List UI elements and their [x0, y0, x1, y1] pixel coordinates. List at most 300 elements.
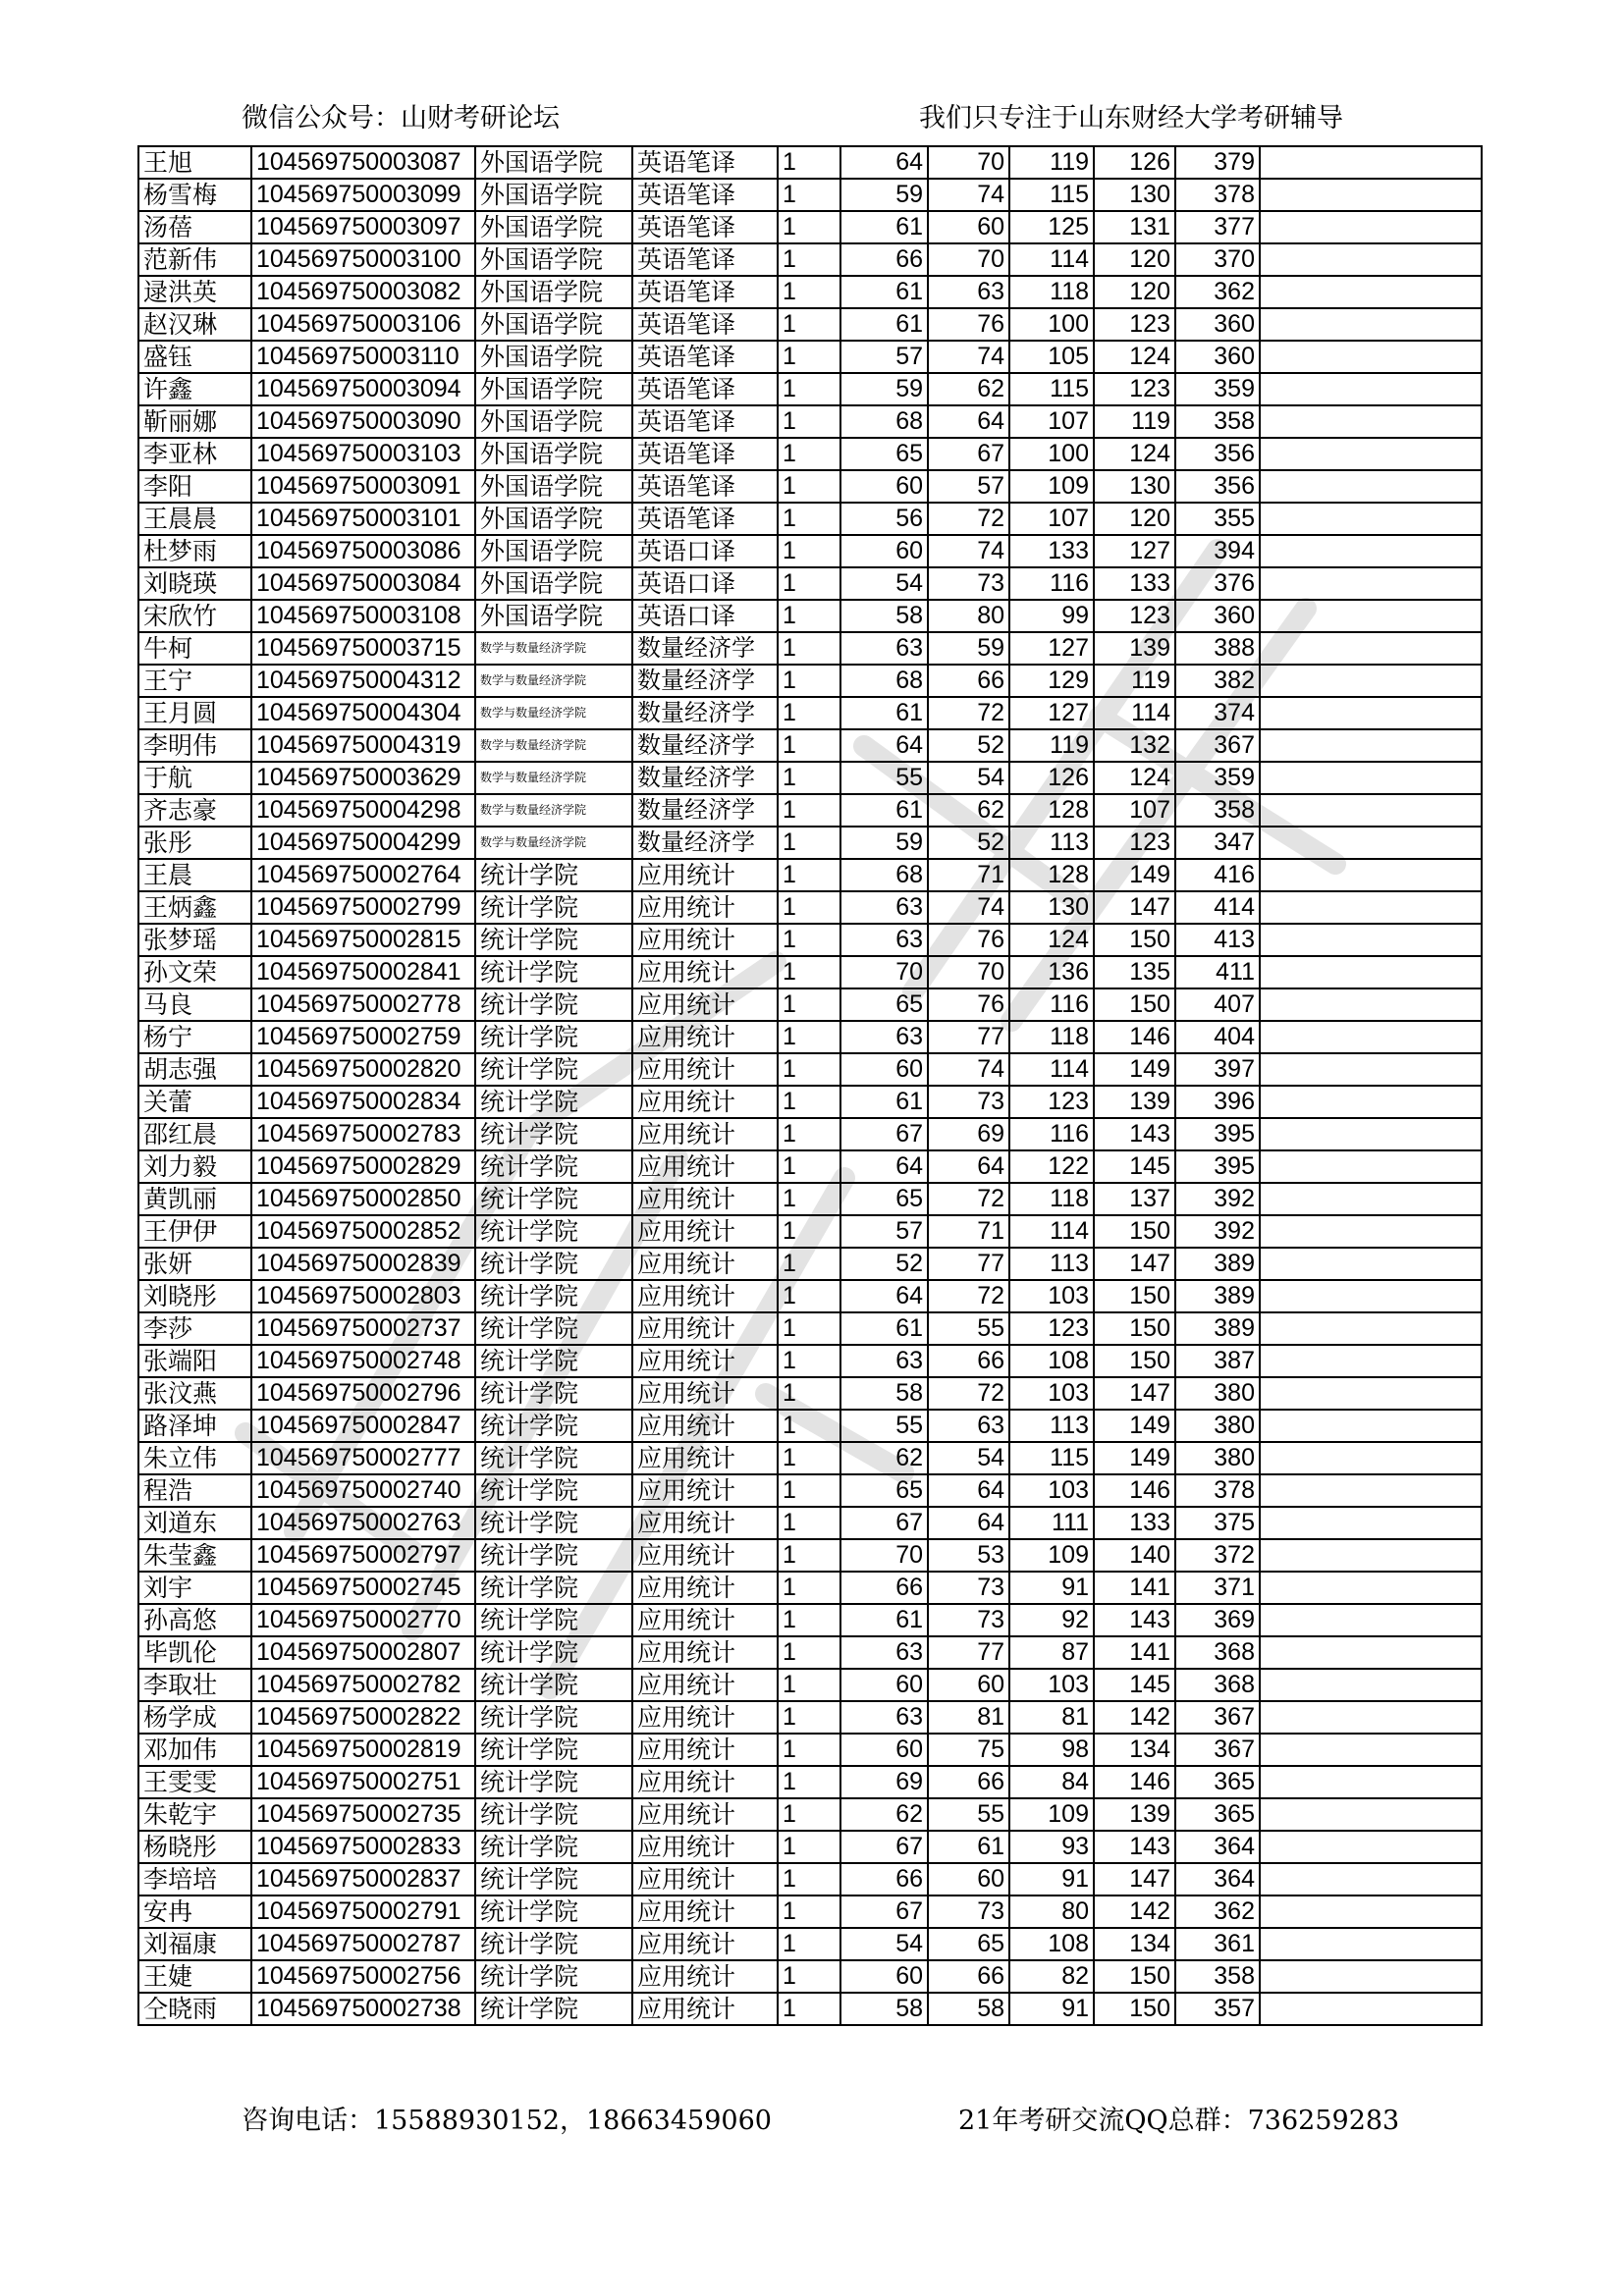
cell-english-score: 72	[928, 1280, 1009, 1312]
cell-type: 1	[778, 470, 840, 503]
cell-type: 1	[778, 1410, 840, 1442]
table-row	[138, 1766, 1482, 1798]
cell-politics-score: 63	[840, 632, 928, 665]
cell-major: 英语笔译	[632, 308, 778, 341]
cell-id: 104569750003103	[251, 438, 475, 470]
cell-type: 1	[778, 1118, 840, 1150]
cell-subject2-score: 119	[1094, 405, 1175, 438]
cell-politics-score: 63	[840, 924, 928, 956]
table-row	[138, 243, 1482, 276]
table-row	[138, 762, 1482, 794]
cell-politics-score: 67	[840, 1831, 928, 1863]
cell-total-score: 360	[1175, 308, 1260, 341]
cell-politics-score: 67	[840, 1118, 928, 1150]
cell-subject2-score: 135	[1094, 956, 1175, 988]
cell-total-score: 396	[1175, 1086, 1260, 1118]
cell-remark	[1260, 1572, 1482, 1604]
table-row	[138, 1377, 1482, 1410]
cell-school: 外国语学院	[475, 308, 632, 341]
cell-subject2-score: 150	[1094, 924, 1175, 956]
cell-school: 外国语学院	[475, 211, 632, 243]
cell-politics-score: 62	[840, 1442, 928, 1474]
cell-major: 应用统计	[632, 1053, 778, 1086]
cell-name: 朱立伟	[138, 1442, 251, 1474]
cell-english-score: 64	[928, 1474, 1009, 1507]
cell-subject1-score: 115	[1009, 1442, 1094, 1474]
cell-major: 英语笔译	[632, 146, 778, 179]
cell-subject2-score: 150	[1094, 1345, 1175, 1377]
cell-remark	[1260, 665, 1482, 697]
cell-total-score: 367	[1175, 1734, 1260, 1766]
footer-qq-group: 21年考研交流QQ总群：736259283	[958, 2106, 1400, 2136]
cell-type: 1	[778, 1572, 840, 1604]
cell-name: 仝晓雨	[138, 1993, 251, 2025]
cell-total-score: 387	[1175, 1345, 1260, 1377]
cell-english-score: 59	[928, 632, 1009, 665]
cell-total-score: 362	[1175, 1896, 1260, 1928]
cell-total-score: 358	[1175, 794, 1260, 827]
cell-school: 统计学院	[475, 891, 632, 924]
cell-name: 胡志强	[138, 1053, 251, 1086]
header-slogan: 我们只专注于山东财经大学考研辅导	[919, 103, 1343, 133]
cell-subject1-score: 126	[1009, 762, 1094, 794]
cell-id: 104569750003629	[251, 762, 475, 794]
cell-total-score: 364	[1175, 1831, 1260, 1863]
cell-type: 1	[778, 1993, 840, 2025]
cell-politics-score: 54	[840, 567, 928, 600]
cell-name: 王伊伊	[138, 1215, 251, 1248]
cell-type: 1	[778, 1896, 840, 1928]
cell-school: 数学与数量经济学院	[475, 697, 632, 729]
cell-subject1-score: 99	[1009, 600, 1094, 632]
cell-subject2-score: 150	[1094, 1215, 1175, 1248]
cell-subject2-score: 147	[1094, 1863, 1175, 1896]
cell-remark	[1260, 956, 1482, 988]
cell-politics-score: 61	[840, 211, 928, 243]
cell-id: 104569750002852	[251, 1215, 475, 1248]
cell-remark	[1260, 535, 1482, 567]
cell-subject1-score: 129	[1009, 665, 1094, 697]
cell-subject1-score: 133	[1009, 535, 1094, 567]
cell-school: 统计学院	[475, 1150, 632, 1183]
table-row	[138, 1896, 1482, 1928]
cell-type: 1	[778, 1636, 840, 1669]
cell-name: 刘晓彤	[138, 1280, 251, 1312]
cell-remark	[1260, 1539, 1482, 1572]
cell-remark	[1260, 697, 1482, 729]
cell-subject1-score: 119	[1009, 146, 1094, 179]
cell-subject1-score: 115	[1009, 179, 1094, 211]
cell-type: 1	[778, 1474, 840, 1507]
cell-total-score: 362	[1175, 276, 1260, 308]
cell-id: 104569750002796	[251, 1377, 475, 1410]
cell-id: 104569750003097	[251, 211, 475, 243]
cell-type: 1	[778, 827, 840, 859]
cell-id: 104569750002740	[251, 1474, 475, 1507]
cell-remark	[1260, 1053, 1482, 1086]
cell-remark	[1260, 1442, 1482, 1474]
cell-major: 应用统计	[632, 1280, 778, 1312]
cell-politics-score: 59	[840, 179, 928, 211]
table-row	[138, 988, 1482, 1021]
cell-subject1-score: 113	[1009, 1248, 1094, 1280]
cell-major: 数量经济学	[632, 729, 778, 762]
cell-school: 外国语学院	[475, 146, 632, 179]
cell-type: 1	[778, 1053, 840, 1086]
cell-english-score: 73	[928, 1604, 1009, 1636]
table-row	[138, 1280, 1482, 1312]
cell-total-score: 407	[1175, 988, 1260, 1021]
cell-name: 王婕	[138, 1960, 251, 1993]
cell-subject2-score: 120	[1094, 503, 1175, 535]
cell-subject1-score: 91	[1009, 1863, 1094, 1896]
cell-total-score: 359	[1175, 762, 1260, 794]
cell-remark	[1260, 1150, 1482, 1183]
cell-type: 1	[778, 1150, 840, 1183]
cell-type: 1	[778, 438, 840, 470]
cell-english-score: 63	[928, 1410, 1009, 1442]
cell-subject1-score: 103	[1009, 1377, 1094, 1410]
cell-subject2-score: 123	[1094, 827, 1175, 859]
cell-name: 刘力毅	[138, 1150, 251, 1183]
cell-type: 1	[778, 1183, 840, 1215]
cell-major: 应用统计	[632, 1734, 778, 1766]
cell-remark	[1260, 1701, 1482, 1734]
table-row	[138, 1831, 1482, 1863]
cell-total-score: 392	[1175, 1215, 1260, 1248]
cell-id: 104569750004312	[251, 665, 475, 697]
cell-major: 应用统计	[632, 1150, 778, 1183]
cell-type: 1	[778, 503, 840, 535]
table-row	[138, 1507, 1482, 1539]
cell-english-score: 52	[928, 729, 1009, 762]
cell-english-score: 64	[928, 405, 1009, 438]
cell-major: 英语笔译	[632, 405, 778, 438]
cell-english-score: 54	[928, 762, 1009, 794]
cell-type: 1	[778, 179, 840, 211]
table-row	[138, 535, 1482, 567]
cell-id: 104569750002803	[251, 1280, 475, 1312]
table-row	[138, 1539, 1482, 1572]
cell-school: 数学与数量经济学院	[475, 665, 632, 697]
cell-total-score: 404	[1175, 1021, 1260, 1053]
cell-subject2-score: 147	[1094, 1377, 1175, 1410]
cell-name: 杨宁	[138, 1021, 251, 1053]
cell-id: 104569750003099	[251, 179, 475, 211]
cell-id: 104569750002770	[251, 1604, 475, 1636]
cell-total-score: 355	[1175, 503, 1260, 535]
table-row	[138, 1150, 1482, 1183]
cell-english-score: 60	[928, 211, 1009, 243]
cell-major: 英语笔译	[632, 243, 778, 276]
cell-remark	[1260, 470, 1482, 503]
table-row	[138, 1118, 1482, 1150]
cell-subject2-score: 140	[1094, 1539, 1175, 1572]
cell-name: 刘福康	[138, 1928, 251, 1960]
cell-politics-score: 61	[840, 794, 928, 827]
cell-major: 应用统计	[632, 1086, 778, 1118]
cell-subject2-score: 123	[1094, 373, 1175, 405]
cell-name: 毕凯伦	[138, 1636, 251, 1669]
cell-subject2-score: 139	[1094, 1798, 1175, 1831]
cell-id: 104569750003084	[251, 567, 475, 600]
cell-school: 统计学院	[475, 1474, 632, 1507]
cell-school: 统计学院	[475, 1280, 632, 1312]
cell-politics-score: 68	[840, 859, 928, 891]
cell-subject2-score: 119	[1094, 665, 1175, 697]
cell-name: 李明伟	[138, 729, 251, 762]
cell-major: 应用统计	[632, 1021, 778, 1053]
cell-total-score: 371	[1175, 1572, 1260, 1604]
cell-school: 统计学院	[475, 1928, 632, 1960]
footer-phone: 咨询电话：15588930152，18663459060	[242, 2106, 772, 2136]
cell-name: 朱乾宇	[138, 1798, 251, 1831]
cell-id: 104569750002822	[251, 1701, 475, 1734]
table-row	[138, 794, 1482, 827]
cell-english-score: 66	[928, 665, 1009, 697]
cell-total-score: 395	[1175, 1150, 1260, 1183]
cell-major: 英语笔译	[632, 341, 778, 373]
cell-type: 1	[778, 1669, 840, 1701]
cell-remark	[1260, 243, 1482, 276]
cell-major: 英语笔译	[632, 503, 778, 535]
cell-remark	[1260, 1766, 1482, 1798]
cell-major: 应用统计	[632, 1183, 778, 1215]
cell-name: 马良	[138, 988, 251, 1021]
cell-total-score: 358	[1175, 1960, 1260, 1993]
table-row	[138, 1993, 1482, 2025]
cell-english-score: 69	[928, 1118, 1009, 1150]
cell-major: 数量经济学	[632, 665, 778, 697]
cell-total-score: 397	[1175, 1053, 1260, 1086]
cell-id: 104569750002820	[251, 1053, 475, 1086]
table-row	[138, 891, 1482, 924]
cell-remark	[1260, 1896, 1482, 1928]
cell-id: 104569750002763	[251, 1507, 475, 1539]
cell-politics-score: 55	[840, 762, 928, 794]
cell-total-score: 380	[1175, 1377, 1260, 1410]
table-row	[138, 1215, 1482, 1248]
cell-type: 1	[778, 1442, 840, 1474]
cell-type: 1	[778, 341, 840, 373]
cell-type: 1	[778, 1312, 840, 1345]
cell-subject1-score: 98	[1009, 1734, 1094, 1766]
cell-politics-score: 64	[840, 146, 928, 179]
cell-school: 统计学院	[475, 859, 632, 891]
cell-major: 应用统计	[632, 1539, 778, 1572]
cell-politics-score: 61	[840, 1604, 928, 1636]
cell-id: 104569750002782	[251, 1669, 475, 1701]
cell-subject2-score: 142	[1094, 1896, 1175, 1928]
cell-english-score: 65	[928, 1928, 1009, 1960]
cell-type: 1	[778, 1734, 840, 1766]
cell-school: 统计学院	[475, 1701, 632, 1734]
cell-id: 104569750002777	[251, 1442, 475, 1474]
cell-subject1-score: 109	[1009, 470, 1094, 503]
table-row	[138, 1183, 1482, 1215]
cell-type: 1	[778, 146, 840, 179]
table-row	[138, 665, 1482, 697]
cell-english-score: 57	[928, 470, 1009, 503]
cell-remark	[1260, 827, 1482, 859]
cell-name: 朱莹鑫	[138, 1539, 251, 1572]
table-row	[138, 373, 1482, 405]
cell-total-score: 368	[1175, 1636, 1260, 1669]
table-row	[138, 211, 1482, 243]
table-row	[138, 1604, 1482, 1636]
cell-name: 黄凯丽	[138, 1183, 251, 1215]
cell-remark	[1260, 1604, 1482, 1636]
cell-major: 应用统计	[632, 1863, 778, 1896]
cell-school: 外国语学院	[475, 567, 632, 600]
cell-remark	[1260, 179, 1482, 211]
cell-id: 104569750003086	[251, 535, 475, 567]
cell-major: 应用统计	[632, 1312, 778, 1345]
cell-major: 数量经济学	[632, 794, 778, 827]
table-row	[138, 1053, 1482, 1086]
cell-subject1-score: 116	[1009, 567, 1094, 600]
cell-id: 104569750004319	[251, 729, 475, 762]
cell-politics-score: 69	[840, 1766, 928, 1798]
cell-english-score: 63	[928, 276, 1009, 308]
cell-subject2-score: 132	[1094, 729, 1175, 762]
cell-remark	[1260, 1248, 1482, 1280]
cell-english-score: 81	[928, 1701, 1009, 1734]
cell-subject1-score: 91	[1009, 1993, 1094, 2025]
cell-english-score: 76	[928, 988, 1009, 1021]
cell-english-score: 73	[928, 1896, 1009, 1928]
cell-total-score: 375	[1175, 1507, 1260, 1539]
cell-total-score: 372	[1175, 1539, 1260, 1572]
cell-subject1-score: 108	[1009, 1928, 1094, 1960]
cell-politics-score: 66	[840, 1572, 928, 1604]
cell-english-score: 66	[928, 1766, 1009, 1798]
cell-id: 104569750003091	[251, 470, 475, 503]
cell-english-score: 74	[928, 891, 1009, 924]
cell-remark	[1260, 762, 1482, 794]
cell-subject1-score: 130	[1009, 891, 1094, 924]
cell-major: 应用统计	[632, 1669, 778, 1701]
cell-subject1-score: 111	[1009, 1507, 1094, 1539]
cell-major: 数量经济学	[632, 697, 778, 729]
cell-subject1-score: 103	[1009, 1669, 1094, 1701]
cell-politics-score: 58	[840, 600, 928, 632]
cell-school: 外国语学院	[475, 179, 632, 211]
cell-english-score: 70	[928, 146, 1009, 179]
cell-subject1-score: 103	[1009, 1280, 1094, 1312]
cell-name: 杨雪梅	[138, 179, 251, 211]
table-row	[138, 1928, 1482, 1960]
cell-total-score: 370	[1175, 243, 1260, 276]
cell-name: 刘晓瑛	[138, 567, 251, 600]
cell-type: 1	[778, 956, 840, 988]
cell-remark	[1260, 1312, 1482, 1345]
cell-total-score: 357	[1175, 1993, 1260, 2025]
cell-total-score: 382	[1175, 665, 1260, 697]
cell-subject2-score: 120	[1094, 276, 1175, 308]
table-row	[138, 341, 1482, 373]
cell-subject2-score: 149	[1094, 1053, 1175, 1086]
cell-subject2-score: 146	[1094, 1021, 1175, 1053]
cell-english-score: 74	[928, 535, 1009, 567]
cell-subject2-score: 141	[1094, 1636, 1175, 1669]
cell-major: 英语笔译	[632, 438, 778, 470]
cell-school: 统计学院	[475, 1086, 632, 1118]
score-table	[137, 145, 1483, 2026]
cell-english-score: 70	[928, 956, 1009, 988]
cell-school: 统计学院	[475, 988, 632, 1021]
cell-total-score: 378	[1175, 179, 1260, 211]
cell-english-score: 73	[928, 1086, 1009, 1118]
cell-politics-score: 70	[840, 956, 928, 988]
cell-name: 邓加伟	[138, 1734, 251, 1766]
cell-id: 104569750004299	[251, 827, 475, 859]
cell-name: 赵汉琳	[138, 308, 251, 341]
cell-politics-score: 61	[840, 308, 928, 341]
cell-name: 王月圆	[138, 697, 251, 729]
cell-name: 李取壮	[138, 1669, 251, 1701]
cell-school: 统计学院	[475, 1636, 632, 1669]
cell-type: 1	[778, 1766, 840, 1798]
cell-id: 104569750002735	[251, 1798, 475, 1831]
cell-politics-score: 64	[840, 729, 928, 762]
cell-total-score: 380	[1175, 1442, 1260, 1474]
cell-subject2-score: 145	[1094, 1150, 1175, 1183]
cell-id: 104569750002759	[251, 1021, 475, 1053]
table-row	[138, 567, 1482, 600]
cell-major: 英语笔译	[632, 211, 778, 243]
cell-remark	[1260, 438, 1482, 470]
cell-name: 孙高悠	[138, 1604, 251, 1636]
cell-id: 104569750002799	[251, 891, 475, 924]
cell-subject1-score: 125	[1009, 211, 1094, 243]
cell-total-score: 364	[1175, 1863, 1260, 1896]
table-row	[138, 438, 1482, 470]
cell-remark	[1260, 1831, 1482, 1863]
cell-total-score: 416	[1175, 859, 1260, 891]
cell-type: 1	[778, 988, 840, 1021]
cell-english-score: 71	[928, 859, 1009, 891]
cell-type: 1	[778, 276, 840, 308]
cell-english-score: 77	[928, 1248, 1009, 1280]
cell-politics-score: 67	[840, 1507, 928, 1539]
cell-subject2-score: 134	[1094, 1734, 1175, 1766]
cell-major: 应用统计	[632, 1248, 778, 1280]
cell-politics-score: 63	[840, 891, 928, 924]
cell-id: 104569750002783	[251, 1118, 475, 1150]
cell-total-score: 368	[1175, 1669, 1260, 1701]
cell-name: 李阳	[138, 470, 251, 503]
table-row	[138, 956, 1482, 988]
cell-subject2-score: 124	[1094, 438, 1175, 470]
cell-subject1-score: 107	[1009, 405, 1094, 438]
cell-school: 统计学院	[475, 1669, 632, 1701]
cell-school: 统计学院	[475, 924, 632, 956]
cell-remark	[1260, 211, 1482, 243]
cell-politics-score: 65	[840, 1183, 928, 1215]
cell-politics-score: 67	[840, 1896, 928, 1928]
cell-subject2-score: 139	[1094, 1086, 1175, 1118]
cell-school: 统计学院	[475, 1863, 632, 1896]
cell-major: 应用统计	[632, 1442, 778, 1474]
cell-type: 1	[778, 697, 840, 729]
table-row	[138, 859, 1482, 891]
cell-type: 1	[778, 859, 840, 891]
cell-school: 统计学院	[475, 1896, 632, 1928]
cell-major: 应用统计	[632, 1572, 778, 1604]
cell-subject1-score: 103	[1009, 1474, 1094, 1507]
cell-id: 104569750002841	[251, 956, 475, 988]
